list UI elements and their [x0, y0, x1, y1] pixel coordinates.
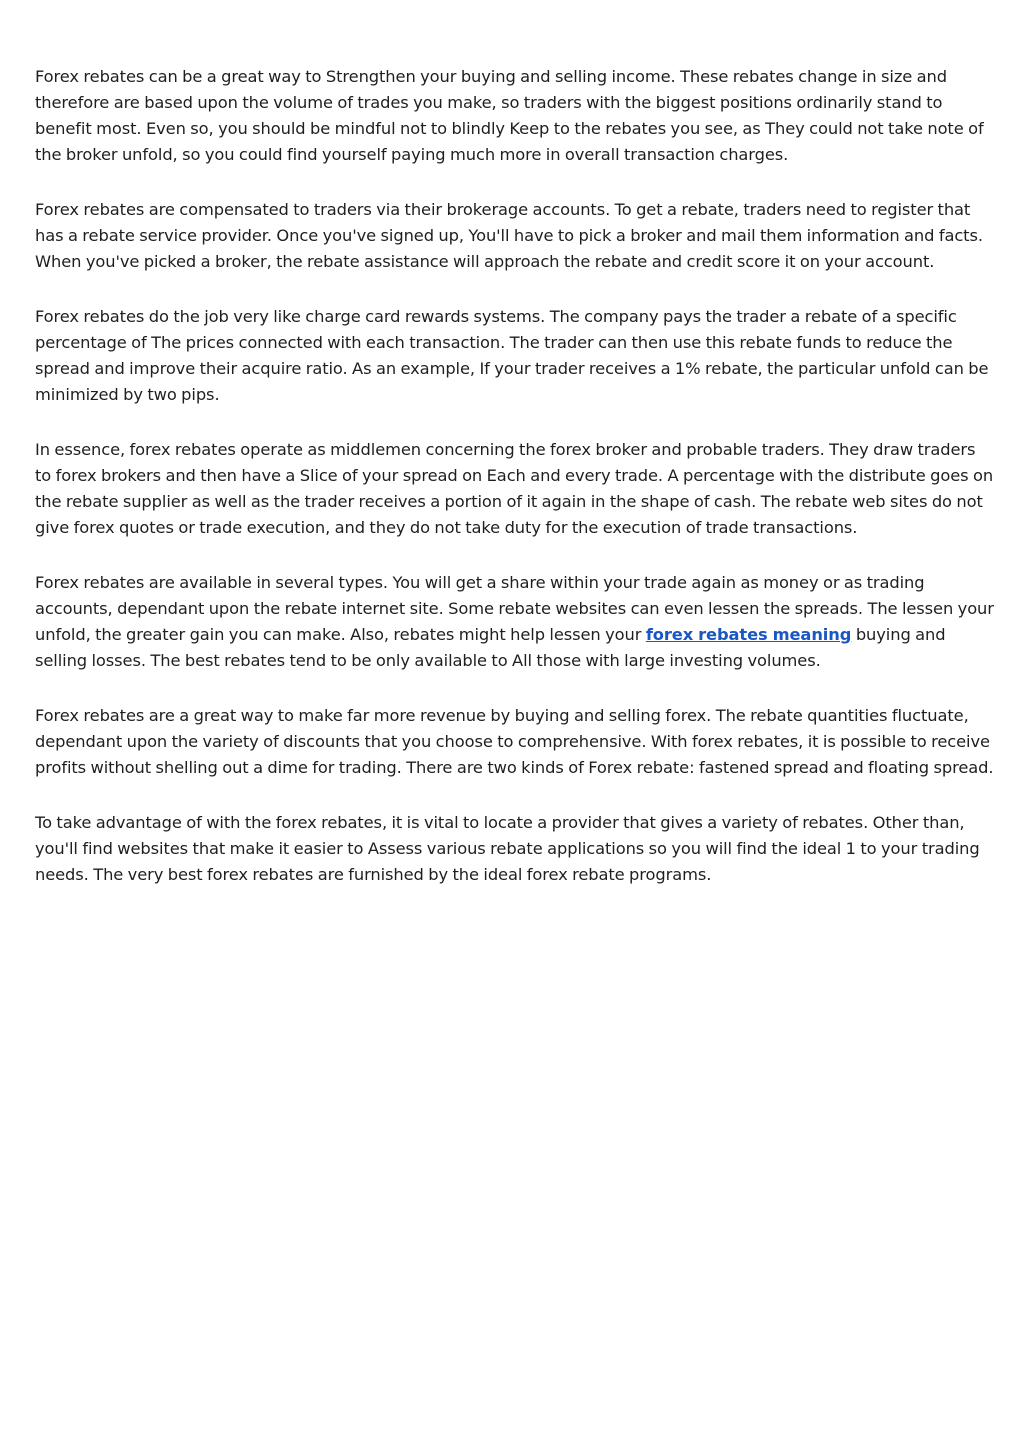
- paragraph-3: Forex rebates do the job very like charge card rewards systems. The company pays the trader a rebate of a specific percentage of The prices connected with each transaction. The trader can then use this rebate funds to reduce the spread and improve their acquire ratio. As an example, If your trader receives a 1% rebate, the particular unfold can be minimized by two pips.: [35, 307, 989, 404]
- paragraph-5: [35, 570, 995, 674]
- paragraph-2: Forex rebates are compensated to traders via their brokerage accounts. To get a rebate, traders need to register that has a rebate service provider. Once you've signed up, You'll have to pick a broker and mail them information and facts. When you've picked a broker, the rebate assistance will approach the rebate and credit score it on your account.: [35, 200, 983, 271]
- paragraph-7: To take advantage of with the forex rebates, it is vital to locate a provider that gives a variety of rebates. Other than, you'll find websites that make it easier to Assess various rebate applications so you will find the ideal 1 to your trading needs. The very best forex rebates are furnished by the ideal forex rebate programs.: [35, 813, 980, 884]
- paragraph-1: Forex rebates can be a great way to Strengthen your buying and selling income. These rebates change in size and therefore are based upon the volume of trades you make, so traders with the biggest positions ordinarily stand to benefit most. Even so, you should be mindful not to blindly Keep to the rebates you see, as They could not take note of the broker unfold, so you could find yourself paying much more in overall transaction charges.: [35, 67, 984, 164]
- paragraph-5-text-before: Forex rebates are available in several types. You will get a share within your trade again as money or as trading accounts, dependant upon the rebate internet site. Some rebate websites can even lessen the spreads. The lessen your unfold, the greater gain you can make. Also, rebates might help lessen your: [35, 573, 994, 644]
- paragraph-6: Forex rebates are a great way to make far more revenue by buying and selling forex. The rebate quantities fluctuate, dependant upon the variety of discounts that you choose to comprehensive. With forex rebates, it is possible to receive profits without shelling out a dime for trading. There are two kinds of Forex rebate: fastened spread and floating spread.: [35, 706, 994, 777]
- forex-rebates-meaning-link[interactable]: forex rebates meaning: [645, 625, 852, 644]
- paragraph-4: In essence, forex rebates operate as middlemen concerning the forex broker and probable traders. They draw traders to forex brokers and then have a Slice of your spread on Each and every trade. A percentage with the distribute goes on the rebate supplier as well as the trader receives a portion of it again in the shape of cash. The rebate web sites do not give forex quotes or trade execution, and they do not take duty for the execution of trade transactions.: [35, 440, 994, 537]
- document-body: [35, 64, 995, 917]
- paragraph-5-text-after: buying and selling losses. The best rebates tend to be only available to All those with large investing volumes.: [35, 625, 946, 670]
